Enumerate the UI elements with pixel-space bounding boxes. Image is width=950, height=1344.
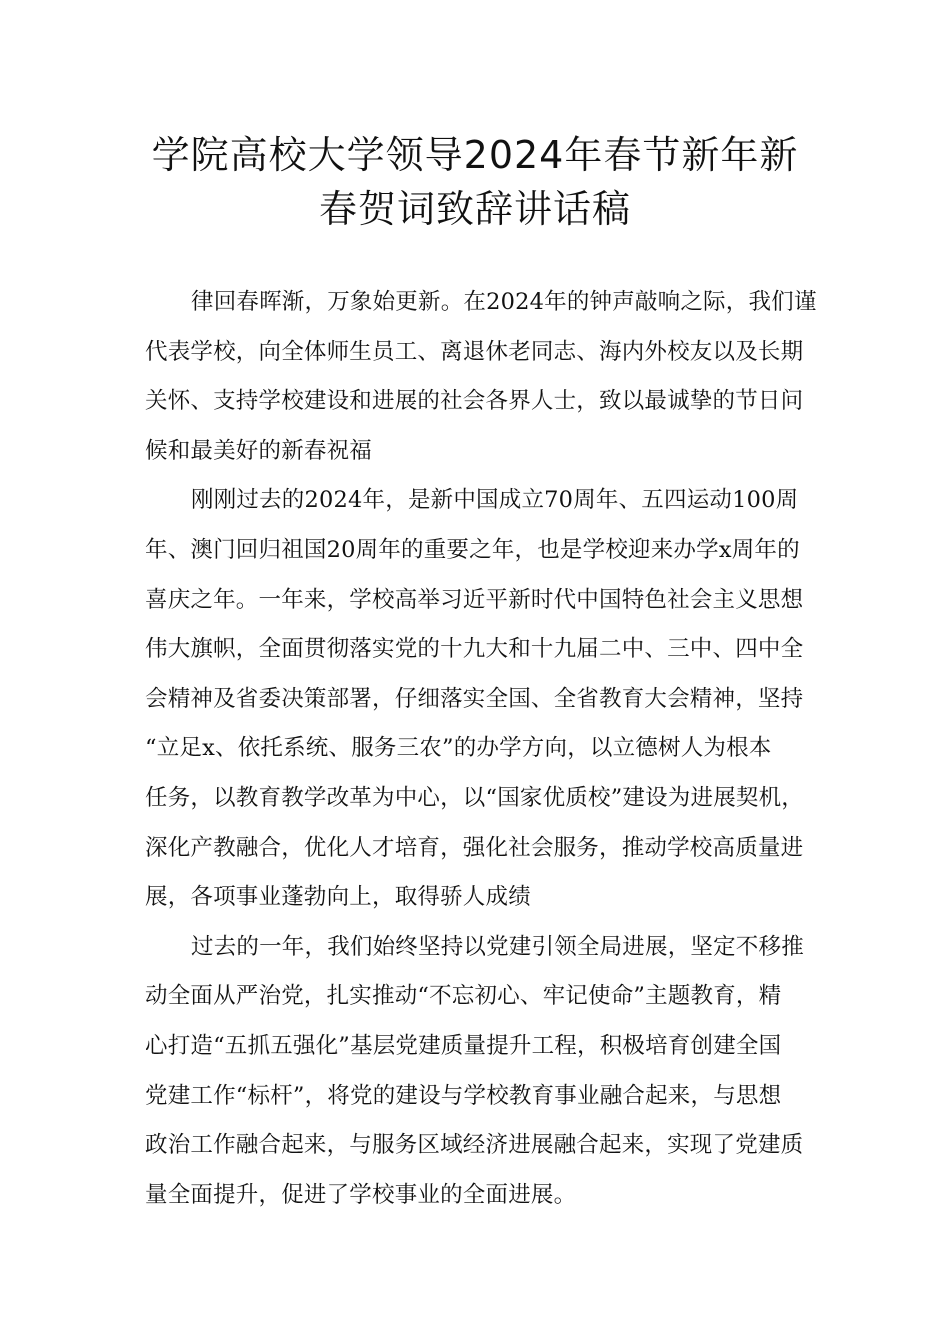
paragraph-line: 伟大旗帜，全面贯彻落实党的十九大和十九届二中、三中、四中全 bbox=[145, 636, 804, 663]
paragraph-line: 年、澳门回归祖国20周年的重要之年，也是学校迎来办学x周年的 bbox=[145, 536, 800, 563]
paragraph-line: 量全面提升，促进了学校事业的全面进展。 bbox=[145, 1181, 577, 1208]
title-line-2: 春贺词致辞讲话稿 bbox=[318, 187, 631, 231]
paragraph-line: 动全面从严治党，扎实推动“不忘初心、牢记使命”主题教育，精 bbox=[145, 983, 782, 1010]
paragraph-1 bbox=[145, 278, 828, 476]
paragraph-line: 展，各项事业蓬勃向上，取得骄人成绩 bbox=[145, 884, 531, 911]
paragraph-line: 深化产教融合，优化人才培育，强化社会服务，推动学校高质量进 bbox=[145, 834, 804, 861]
paragraph-line: 候和最美好的新春祝福 bbox=[145, 437, 373, 464]
paragraph-line: 任务，以教育教学改革为中心，以“国家优质校”建设为进展契机， bbox=[145, 784, 805, 811]
paragraph-line: 代表学校，向全体师生员工、离退休老同志、海内外校友以及长期 bbox=[145, 338, 804, 365]
title-line-1: 学院高校大学领导2024年春节新年新 bbox=[151, 133, 799, 177]
paragraph-2 bbox=[145, 476, 828, 922]
paragraph-line: 政治工作融合起来，与服务区域经济进展融合起来，实现了党建质 bbox=[145, 1132, 804, 1159]
paragraph-line: 过去的一年，我们始终坚持以党建引领全局进展，坚定不移推 bbox=[191, 933, 804, 960]
document-title bbox=[100, 128, 850, 236]
paragraph-line: 党建工作“标杆”，将党的建设与学校教育事业融合起来，与思想 bbox=[145, 1082, 782, 1109]
paragraph-line: 喜庆之年。一年来，学校高举习近平新时代中国特色社会主义思想 bbox=[145, 586, 804, 613]
paragraph-3 bbox=[145, 923, 828, 1221]
paragraph-line: 刚刚过去的2024年，是新中国成立70周年、五四运动100周 bbox=[191, 487, 799, 514]
paragraph-line: 律回春晖渐，万象始更新。在2024年的钟声敲响之际，我们谨 bbox=[191, 289, 817, 315]
paragraph-line: 会精神及省委决策部署，仔细落实全国、全省教育大会精神，坚持 bbox=[145, 685, 804, 712]
paragraph-line: 关怀、支持学校建设和进展的社会各界人士，致以最诚挚的节日问 bbox=[145, 388, 804, 415]
paragraph-line: “立足x、依托系统、服务三农”的办学方向，以立德树人为根本 bbox=[145, 735, 772, 762]
document-body bbox=[145, 278, 828, 1220]
paragraph-line: 心打造“五抓五强化”基层党建质量提升工程，积极培育创建全国 bbox=[145, 1032, 782, 1059]
